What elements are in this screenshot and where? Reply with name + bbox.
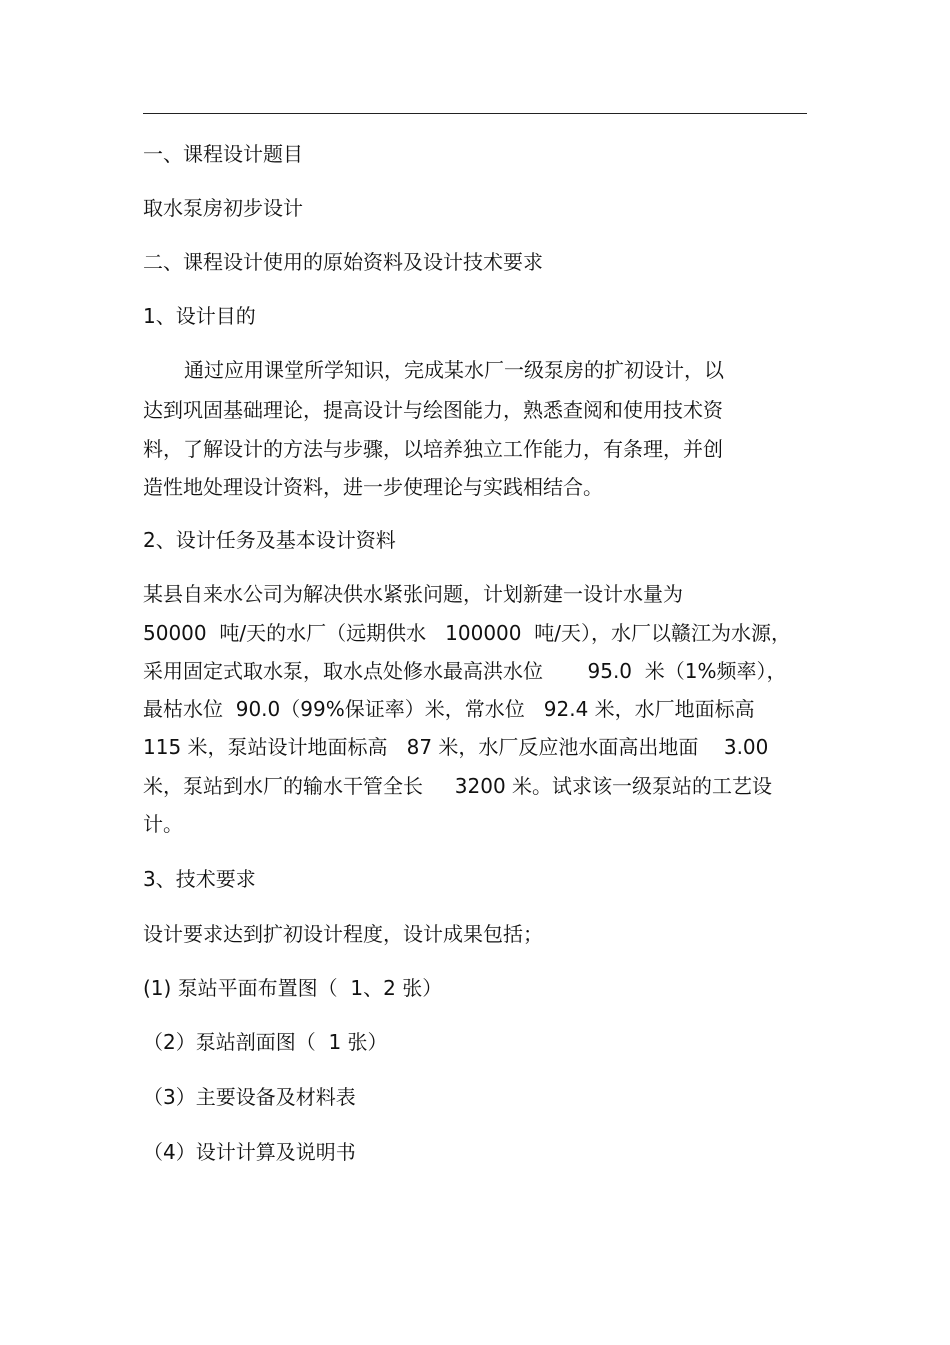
header-rule: [143, 113, 807, 114]
deliverable-item: （2）泵站剖面图（ 1 张）: [143, 1030, 388, 1054]
requirements-intro: 设计要求达到扩初设计程度，设计成果包括；: [143, 922, 543, 946]
deliverable-item: （4）设计计算及说明书: [143, 1140, 356, 1164]
purpose-line: 造性地处理设计资料，进一步使理论与实践相结合。: [143, 475, 603, 499]
subheading-requirements: 3、技术要求: [143, 867, 256, 891]
task-line: 最枯水位 90.0（99%保证率）米，常水位 92.4 米，水厂地面标高: [143, 697, 755, 721]
purpose-line: 料，了解设计的方法与步骤，以培养独立工作能力，有条理，并创: [143, 437, 723, 461]
purpose-line: 通过应用课堂所学知识，完成某水厂一级泵房的扩初设计，以: [184, 358, 724, 382]
subheading-purpose: 1、设计目的: [143, 304, 256, 328]
section-heading-1: 一、课程设计题目: [143, 142, 303, 166]
task-line: 115 米，泵站设计地面标高 87 米，水厂反应池水面高出地面 3.00: [143, 735, 769, 759]
purpose-line: 达到巩固基础理论，提高设计与绘图能力，熟悉查阅和使用技术资: [143, 398, 723, 422]
task-line: 米，泵站到水厂的输水干管全长 3200 米。试求该一级泵站的工艺设: [143, 774, 773, 798]
section-heading-2: 二、课程设计使用的原始资料及设计技术要求: [143, 250, 543, 274]
deliverable-item: （3）主要设备及材料表: [143, 1085, 356, 1109]
task-line: 50000 吨/天的水厂（远期供水 100000 吨/天），水厂以赣江为水源，: [143, 621, 791, 645]
task-line: 某县自来水公司为解决供水紧张问题，计划新建一设计水量为: [143, 582, 683, 606]
design-topic: 取水泵房初步设计: [143, 196, 303, 220]
deliverable-item: (1) 泵站平面布置图（ 1、2 张）: [143, 976, 443, 1000]
task-line: 计。: [143, 812, 183, 836]
task-line: 采用固定式取水泵，取水点处修水最高洪水位 95.0 米（1%频率），: [143, 659, 787, 683]
subheading-task: 2、设计任务及基本设计资料: [143, 528, 396, 552]
